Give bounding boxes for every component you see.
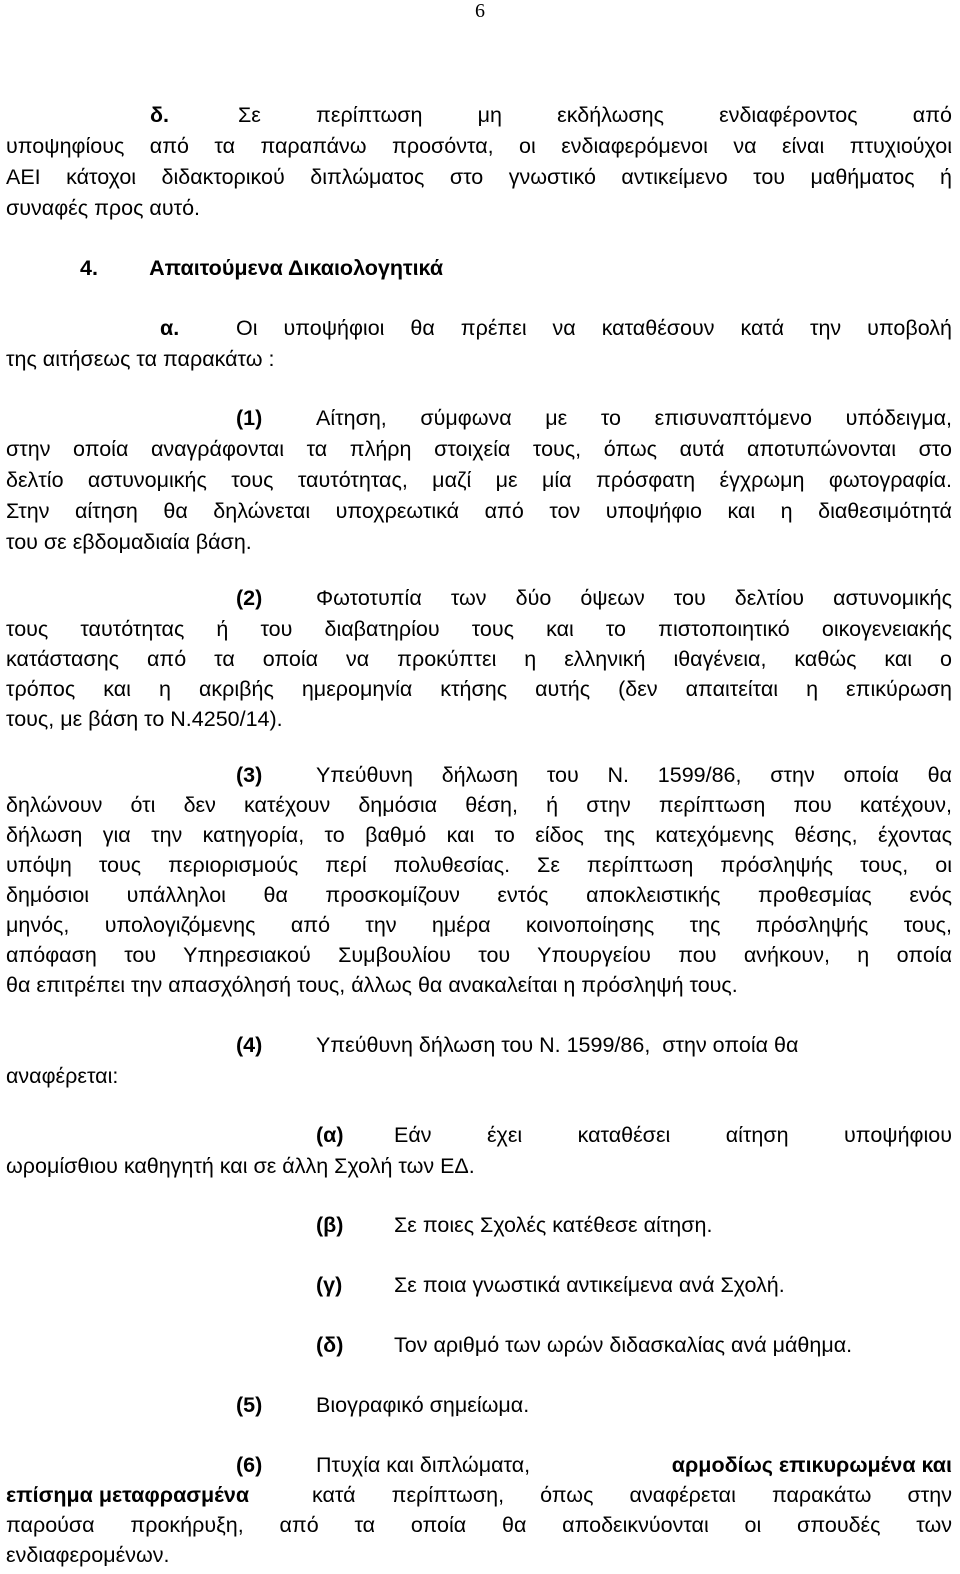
alpha-label: α. <box>160 316 180 340</box>
item-4-line-1 <box>236 1030 952 1060</box>
item-1-line-4: Στην αίτηση θα δηλώνεται υποχρεωτικά από τον υποψήφιο και η διαθεσιμότητά <box>6 499 952 523</box>
item-4-line-2: αναφέρεται: <box>6 1064 119 1088</box>
item-3-line-5: δημόσιοι υπάλληλοι θα προσκομίζουν εντός αποκλειστικής προθεσμίας ενός <box>6 883 952 907</box>
item-2-line-3: κατάστασης από τα οποία να προκύπτει η ελληνική ιθαγένεια, καθώς και ο <box>6 647 952 671</box>
item-2-line-2: τους ταυτότητας ή του διαβατηρίου τους και το πιστοποιητικό οικογενειακής <box>6 617 952 641</box>
item-2-line-1 <box>236 583 952 613</box>
item-5-label: (5) <box>236 1393 263 1417</box>
section-d-line-1 <box>150 100 952 130</box>
page-number: 6 <box>475 0 485 22</box>
item-3-line-4: υπόψη τους περιορισμούς περί πολυθεσίας. Σε περίπτωση πρόσληψής τους, οι <box>6 853 952 877</box>
item-2-line-4: τρόπος και η ακριβής ημερομηνία κτήσης αυτής (δεν απαιτείται η επικύρωση <box>6 677 952 701</box>
item-6-text-1-plain: Πτυχία και διπλώματα, <box>316 1453 531 1477</box>
sub-d-text: Τον αριθμό των ωρών διδασκαλίας ανά μάθημα. <box>394 1333 853 1357</box>
heading-number: 4. <box>80 256 98 280</box>
section-d-label: δ. <box>150 103 170 127</box>
sub-a-text-1: Εάν έχει καταθέσει αίτηση υποψήφιου <box>394 1123 952 1147</box>
sub-a-line-2: ωρομίσθιου καθηγητή και σε άλλη Σχολή των ΕΔ. <box>6 1154 475 1178</box>
section-d-text-1: Σε περίπτωση μη εκδήλωσης ενδιαφέροντος από <box>238 103 952 127</box>
item-1-text-1: Αίτηση, σύμφωνα με το επισυναπτόμενο υπόδειγμα, <box>316 406 952 430</box>
item-2-label: (2) <box>236 586 263 610</box>
item-3-line-1 <box>236 760 952 790</box>
item-1-line-2: στην οποία αναγράφονται τα πλήρη στοιχεία τους, όπως αυτά αποτυπώνονται στο <box>6 437 952 461</box>
section-d-line-4: συναφές προς αυτό. <box>6 196 201 220</box>
alpha-line-2: της αιτήσεως τα παρακάτω : <box>6 347 275 371</box>
item-1-line-5: του σε εβδομαδιαία βάση. <box>6 530 252 554</box>
sub-b-text: Σε ποιες Σχολές κατέθεσε αίτηση. <box>394 1213 713 1237</box>
item-6-label: (6) <box>236 1453 263 1477</box>
section-d-line-2: υποψηφίους από τα παραπάνω προσόντα, οι ενδιαφερόμενοι να είναι πτυχιούχοι <box>6 134 952 158</box>
item-2-line-5: τους, με βάση το Ν.4250/14). <box>6 707 283 731</box>
item-3-line-2: δηλώνουν ότι δεν κατέχουν δημόσια θέση, ή στην περίπτωση που κατέχουν, <box>6 793 952 817</box>
sub-d-line <box>316 1330 952 1360</box>
item-6-text-1-bold: αρμοδίως επικυρωμένα και <box>671 1453 952 1477</box>
item-2-text-1: Φωτοτυπία των δύο όψεων του δελτίου αστυνομικής <box>316 586 952 610</box>
item-4-text-1: Υπεύθυνη δήλωση του Ν. 1599/86, στην οποία θα <box>316 1033 799 1057</box>
item-5-text: Βιογραφικό σημείωμα. <box>316 1393 530 1417</box>
alpha-text-1: Οι υποψήφιοι θα πρέπει να καταθέσουν κατά την υποβολή <box>236 316 952 340</box>
sub-c-text: Σε ποια γνωστικά αντικείμενα ανά Σχολή. <box>394 1273 785 1297</box>
heading-title: Απαιτούμενα Δικαιολογητικά <box>149 256 444 280</box>
sub-a-label: (α) <box>316 1123 344 1147</box>
sub-d-label: (δ) <box>316 1333 344 1357</box>
sub-a-line-1 <box>316 1120 952 1150</box>
item-1-label: (1) <box>236 406 263 430</box>
item-6-text-2-rest: κατά περίπτωση, όπως αναφέρεται παρακάτω στην <box>312 1483 952 1507</box>
sub-b-line <box>316 1210 952 1240</box>
alpha-line-1 <box>160 313 952 343</box>
item-6-line-3: παρούσα προκήρυξη, από τα οποία θα αποδεικνύονται οι σπουδές των <box>6 1513 952 1537</box>
item-6-line-4: ενδιαφερομένων. <box>6 1543 170 1567</box>
section-heading <box>80 253 960 283</box>
sub-c-label: (γ) <box>316 1273 343 1297</box>
item-3-line-3: δήλωση για την κατηγορία, το βαθμό και το είδος της κατεχόμενης θέσης, έχοντας <box>6 823 952 847</box>
item-1-line-1 <box>236 403 952 433</box>
item-3-line-7: απόφαση του Υπηρεσιακού Συμβουλίου του Υπουργείου που ανήκουν, η οποία <box>6 943 952 967</box>
item-6-text-2-bold: επίσημα μεταφρασμένα <box>6 1483 250 1507</box>
item-3-line-8: θα επιτρέπει την απασχόλησή τους, άλλως θα ανακαλείται η πρόσληψή τους. <box>6 973 738 997</box>
sub-c-line <box>316 1270 952 1300</box>
item-5-line <box>236 1390 952 1420</box>
item-4-label: (4) <box>236 1033 263 1057</box>
item-3-label: (3) <box>236 763 263 787</box>
item-3-text-1: Υπεύθυνη δήλωση του Ν. 1599/86, στην οποία θα <box>316 763 952 787</box>
item-6-line-1 <box>236 1450 952 1480</box>
sub-b-label: (β) <box>316 1213 344 1237</box>
section-d-line-3: ΑΕΙ κάτοχοι διδακτορικού διπλώματος στο γνωστικό αντικείμενο του μαθήματος ή <box>6 165 952 189</box>
item-1-line-3: δελτίο αστυνομικής τους ταυτότητας, μαζί με μία πρόσφατη έγχρωμη φωτογραφία. <box>6 468 952 492</box>
item-6-text-1 <box>316 1450 952 1480</box>
item-6-line-2 <box>6 1480 952 1510</box>
item-3-line-6: μηνός, υπολογιζόμενης από την ημέρα κοινοποίησης της πρόσληψής τους, <box>6 913 952 937</box>
